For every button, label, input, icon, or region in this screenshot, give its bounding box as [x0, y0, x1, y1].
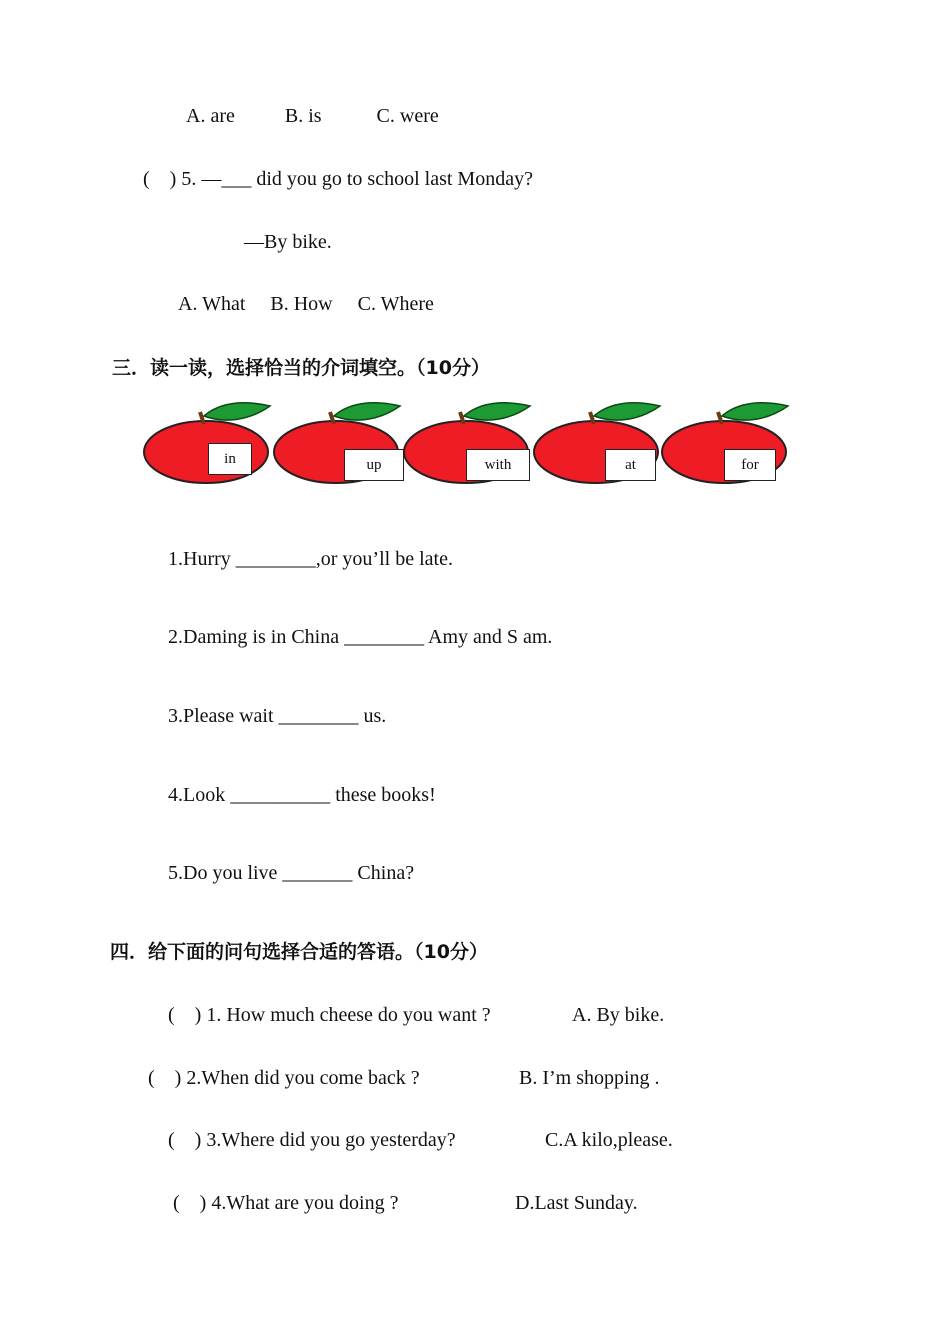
apple-icon — [532, 400, 664, 486]
s3-sentence-3: 3.Please wait ________ us. — [168, 705, 387, 727]
s4-question-1: ( ) 1. How much cheese do you want ? — [168, 1004, 491, 1026]
s3-sentence-1: 1.Hurry ________,or you’ll be late. — [168, 548, 453, 570]
s3-sentence-4: 4.Look __________ these books! — [168, 784, 436, 806]
s3-sentence-2: 2.Daming is in China ________ Amy and S am. — [168, 626, 553, 648]
q5-options: A. What B. How C. Where — [178, 293, 434, 315]
apple-word-bank — [142, 400, 792, 490]
apple-icon — [660, 400, 792, 486]
apple-icon — [402, 400, 534, 486]
q4-options: A. are B. is C. were — [186, 105, 439, 127]
s4-answer-b: B. I’m shopping . — [519, 1067, 660, 1089]
apple-icon — [272, 400, 404, 486]
word-in: in — [208, 443, 252, 475]
apple-icon — [142, 400, 274, 486]
word-with: with — [466, 449, 530, 481]
s4-answer-d: D.Last Sunday. — [515, 1192, 638, 1214]
q5-answer: —By bike. — [244, 231, 332, 253]
s4-question-4: ( ) 4.What are you doing ? — [173, 1192, 399, 1214]
word-for: for — [724, 449, 776, 481]
s4-question-3: ( ) 3.Where did you go yesterday? — [168, 1129, 456, 1151]
s4-question-2: ( ) 2.When did you come back ? — [148, 1067, 420, 1089]
word-at: at — [605, 449, 656, 481]
s4-answer-a: A. By bike. — [572, 1004, 665, 1026]
q5-prompt: ( ) 5. —___ did you go to school last Monday? — [143, 168, 533, 190]
section3-heading: 三．读一读，选择恰当的介词填空。（10分） — [112, 357, 490, 379]
section4-heading: 四．给下面的问句选择合适的答语。（10分） — [110, 941, 488, 963]
word-up: up — [344, 449, 404, 481]
s4-answer-c: C.A kilo,please. — [545, 1129, 673, 1151]
s3-sentence-5: 5.Do you live _______ China? — [168, 862, 415, 884]
